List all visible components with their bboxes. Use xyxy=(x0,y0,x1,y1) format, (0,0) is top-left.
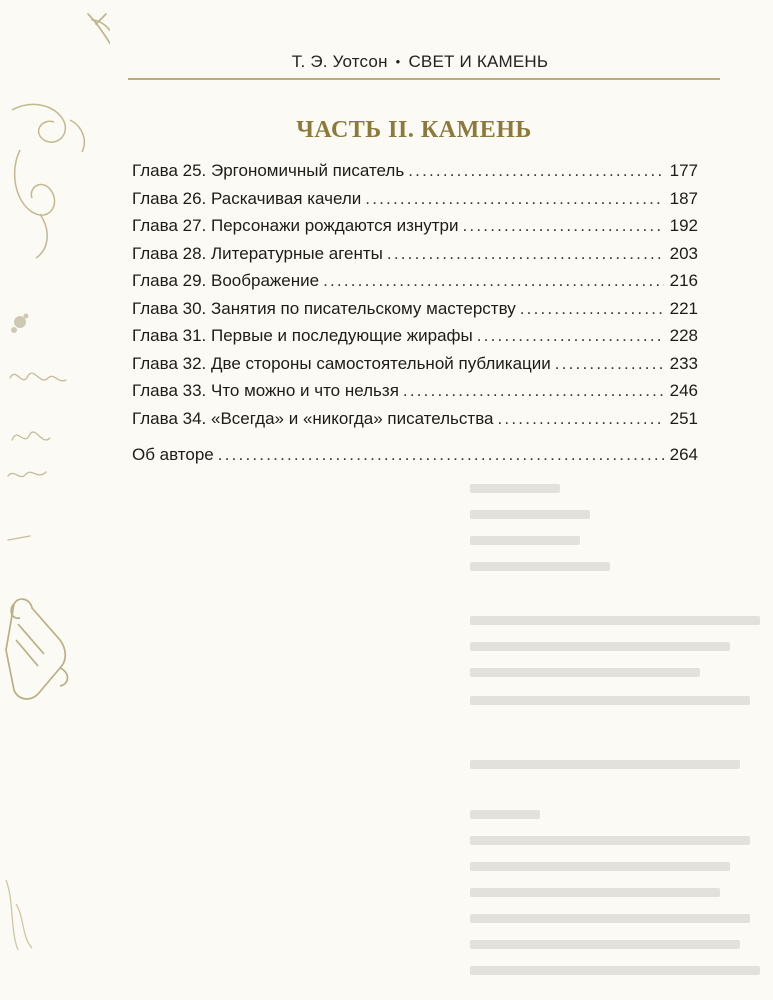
header-book-title: СВЕТ И КАМЕНЬ xyxy=(408,52,549,71)
toc-entry-page: 246 xyxy=(669,381,698,400)
toc-entry-page: 187 xyxy=(669,188,698,208)
dot-leader xyxy=(365,185,664,213)
dot-leader xyxy=(218,441,664,469)
toc-entry xyxy=(132,350,698,378)
toc-entry-title: Глава 31. Первые и последующие жирафы xyxy=(132,326,473,345)
toc-entry-page: 221 xyxy=(669,298,698,318)
toc-entry xyxy=(132,212,698,240)
toc-entry-title: Глава 26. Раскачивая качели xyxy=(132,188,362,208)
part-title: ЧАСТЬ II. КАМЕНЬ xyxy=(296,117,532,143)
toc-entry-title: Глава 30. Занятия по писательскому мастерству xyxy=(132,298,516,318)
dot-leader xyxy=(387,240,664,268)
ornament-flourish-bottom xyxy=(6,880,32,950)
toc-entry-page: 228 xyxy=(669,326,698,345)
scroll-icon xyxy=(6,599,68,699)
toc-entry-page: 264 xyxy=(669,445,698,464)
header-rule xyxy=(128,78,720,80)
toc-entry-page: 251 xyxy=(669,408,698,428)
toc-entry-title: Глава 27. Персонажи рождаются изнутри xyxy=(132,216,459,235)
show-through-texture xyxy=(470,470,770,1000)
margin-decorations xyxy=(0,0,110,1000)
toc-entry-title: Глава 33. Что можно и что нельзя xyxy=(132,381,399,400)
dot-leader xyxy=(403,377,664,405)
dot-leader xyxy=(463,212,665,240)
header-author: Т. Э. Уотсон xyxy=(291,52,388,71)
handwriting-scribbles xyxy=(8,373,66,540)
toc-entry-title: Глава 32. Две стороны самостоятельной публикации xyxy=(132,353,551,373)
toc-entry xyxy=(132,185,698,213)
dot-leader xyxy=(323,267,664,295)
toc-entry-page: 233 xyxy=(669,353,698,373)
toc-entry xyxy=(132,240,698,268)
toc-entry xyxy=(132,322,698,350)
toc-entry xyxy=(132,157,698,185)
swirl-ornament xyxy=(12,104,84,258)
dot-leader xyxy=(555,350,664,378)
toc-entry-title: Глава 25. Эргономичный писатель xyxy=(132,161,405,180)
toc-entry-page: 203 xyxy=(669,243,698,263)
quill-pen-icon xyxy=(88,14,110,70)
dot-leader xyxy=(520,295,664,323)
toc-entry-page: 177 xyxy=(669,161,698,180)
running-header xyxy=(130,52,710,72)
toc-entry xyxy=(132,405,698,433)
dot-leader xyxy=(498,405,665,433)
header-separator: • xyxy=(395,54,401,69)
toc-entry xyxy=(132,267,698,295)
toc-entry-page: 192 xyxy=(669,216,698,235)
toc-entry-title: Об авторе xyxy=(132,445,214,464)
toc-entry-page: 216 xyxy=(669,271,698,290)
toc-entry xyxy=(132,377,698,405)
toc-entry-title: Глава 28. Литературные агенты xyxy=(132,243,383,263)
toc-entry-title: Глава 34. «Всегда» и «никогда» писательства xyxy=(132,408,494,428)
dot-leader xyxy=(408,157,664,185)
toc-entry-about-author xyxy=(132,441,698,469)
table-of-contents xyxy=(132,157,698,469)
dot-leader xyxy=(477,322,664,350)
ink-blot xyxy=(11,314,29,334)
toc-entry-title: Глава 29. Воображение xyxy=(132,271,320,290)
toc-entry xyxy=(132,295,698,323)
